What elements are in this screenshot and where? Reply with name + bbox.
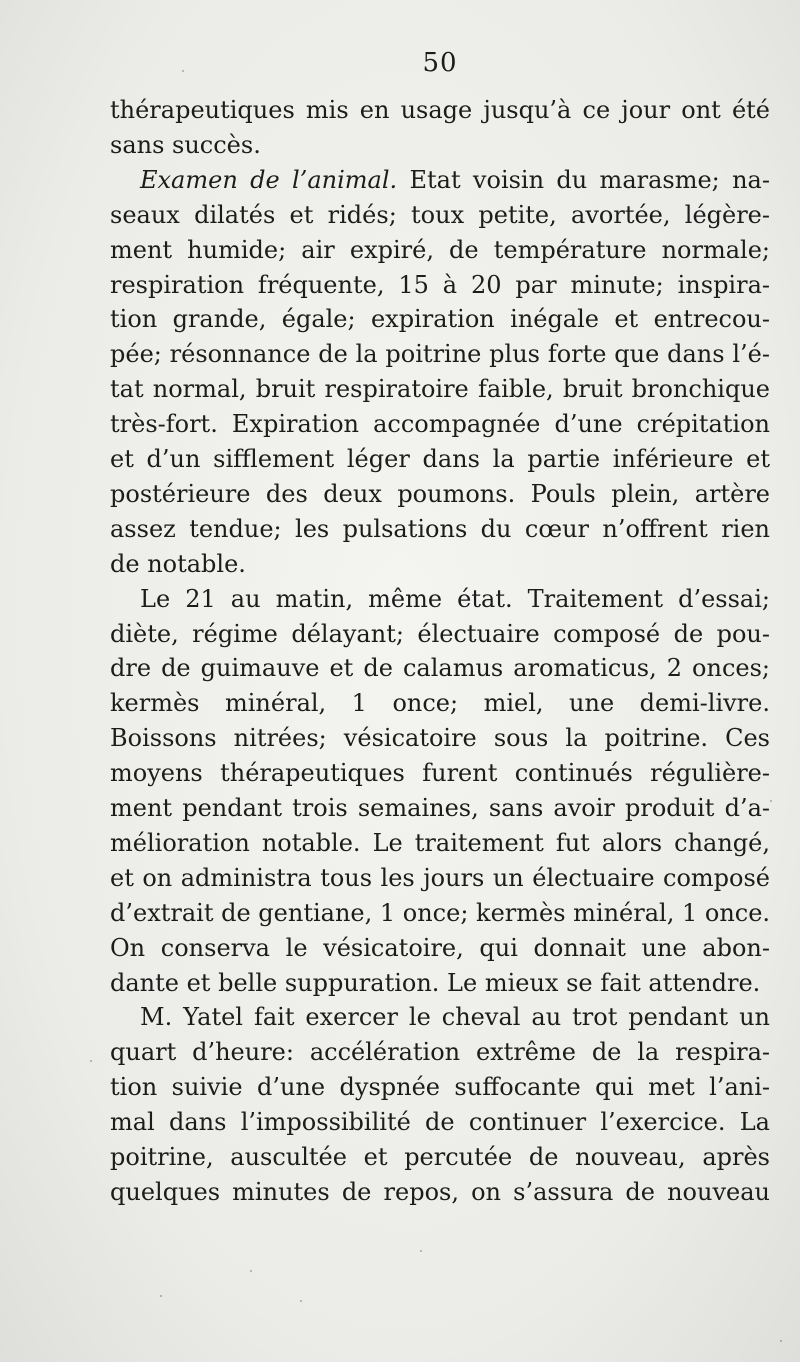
- text-line-content: postérieure des deux poumons. Pouls plein, artère: [110, 479, 770, 508]
- text-line: [110, 685, 770, 721]
- text-line-content: diète, régime délayant; électuaire composé de pou-: [110, 619, 770, 648]
- text-line-content: moyens thérapeutiques furent continués régulière-: [110, 759, 770, 788]
- text-line-content: dante et belle suppuration. Le mieux se fait attendre.: [110, 968, 761, 997]
- text-line: [110, 1174, 770, 1210]
- text-line-content: pée; résonnance de la poitrine plus forte que dans l’é-: [110, 340, 770, 369]
- text-line-content: poitrine, auscultée et percutée de nouveau, après: [110, 1143, 770, 1171]
- text-line-content: de notable.: [110, 549, 246, 578]
- text-line: [140, 999, 770, 1035]
- text-line-content: tion suivie d’une dyspnée suffocante qui met l’ani-: [110, 1073, 770, 1102]
- text-line-content: quelques minutes de repos, on s’assura de nouveau: [110, 1177, 770, 1206]
- text-line: [110, 1104, 770, 1140]
- text-line: [110, 441, 770, 477]
- paper-speck: [300, 1300, 302, 1302]
- text-line: [110, 860, 770, 896]
- text-line: [110, 1069, 770, 1105]
- text-line-content: d’extrait de gentiane, 1 once; kermès minéral, 1 once.: [110, 898, 771, 927]
- text-line: [110, 616, 770, 652]
- text-line: [110, 476, 770, 512]
- text-line-content: tion grande, égale; expiration inégale et entrecou-: [110, 305, 770, 334]
- paper-speck: [780, 1340, 782, 1342]
- paper-speck: [90, 1060, 92, 1062]
- text-line: [110, 720, 770, 756]
- text-line-content: mal dans l’impossibilité de continuer l’exercice. La: [110, 1108, 770, 1137]
- text-line-content: kermès minéral, 1 once; miel, une demi-livre.: [110, 689, 770, 718]
- text-line-content: mélioration notable. Le traitement fut alors changé,: [110, 828, 770, 857]
- text-line-content: et d’un sifflement léger dans la partie inférieure et: [110, 445, 770, 473]
- text-line: [110, 965, 770, 1001]
- text-line-content: assez tendue; les pulsations du cœur n’offrent rien: [110, 514, 770, 543]
- text-line: [140, 162, 770, 198]
- italic-heading: Examen de l’animal.: [140, 165, 398, 194]
- text-line: [110, 511, 770, 547]
- text-line: [110, 825, 770, 861]
- text-line-content: respiration fréquente, 15 à 20 par minute; inspira-: [110, 270, 770, 299]
- paper-speck: [182, 70, 184, 72]
- text-line-content: thérapeutiques mis en usage jusqu’à ce jour ont été: [110, 96, 770, 124]
- text-line-content: et on administra tous les jours un électuaire composé: [110, 863, 770, 892]
- text-line-content: ment pendant trois semaines, sans avoir produit d’a-: [110, 794, 770, 822]
- text-line: [110, 301, 770, 337]
- text-line: [110, 371, 770, 407]
- text-line: [110, 790, 770, 826]
- text-line: [110, 895, 770, 931]
- text-line: [110, 127, 770, 163]
- text-line-content: Etat voisin du marasme; na-: [397, 165, 770, 194]
- paper-speck: [250, 1270, 252, 1272]
- text-line-content: tat normal, bruit respiratoire faible, bruit bronchique: [110, 375, 770, 404]
- text-line-content: On conserva le vésicatoire, qui donnait une abon-: [110, 933, 770, 962]
- text-line: [110, 197, 770, 233]
- text-line-content: quart d’heure: accélération extrême de la respira-: [110, 1038, 770, 1067]
- text-line-content: seaux dilatés et ridés; toux petite, avortée, légère-: [110, 200, 770, 229]
- text-line-content: Boissons nitrées; vésicatoire sous la poitrine. Ces: [110, 724, 770, 753]
- text-line: [110, 92, 770, 128]
- text-line-content: ment humide; air expiré, de température normale;: [110, 235, 770, 264]
- text-line: [110, 650, 770, 686]
- text-line: [110, 1034, 770, 1070]
- text-line: [110, 1139, 770, 1175]
- text-line: [110, 755, 770, 791]
- text-line-content: très-fort. Expiration accompagnée d’une crépitation: [110, 410, 770, 439]
- text-line: [110, 232, 770, 268]
- text-line: [140, 581, 770, 617]
- text-line-content: dre de guimauve et de calamus aromaticus, 2 onces;: [110, 654, 770, 683]
- text-line: [110, 930, 770, 966]
- paper-speck: [770, 800, 772, 802]
- text-line-content: M. Yatel fait exercer le cheval au trot pendant un: [140, 1003, 770, 1032]
- text-line: [110, 336, 770, 372]
- paper-speck: [160, 1295, 162, 1297]
- paper-speck: [420, 1250, 422, 1252]
- text-line-content: sans succès.: [110, 130, 261, 159]
- text-line-content: Le 21 au matin, même état. Traitement d’essai;: [140, 584, 770, 613]
- text-line: [110, 546, 770, 582]
- text-line: [110, 267, 770, 303]
- page-number: 50: [422, 48, 458, 78]
- text-line: [110, 406, 770, 442]
